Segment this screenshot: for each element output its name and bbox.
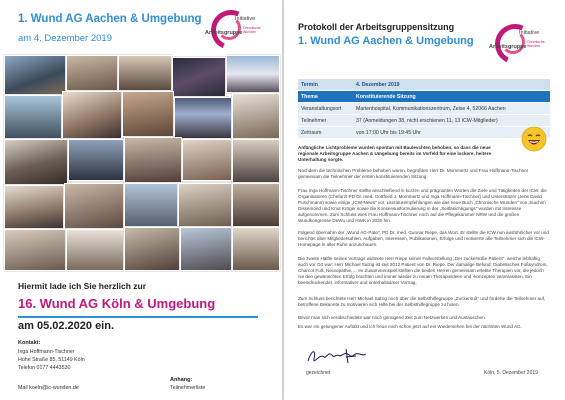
meeting-photo	[178, 183, 232, 227]
meeting-photo	[64, 183, 124, 229]
table-row: Thema Konstituierende Sitzung	[298, 91, 550, 103]
protocol-paragraph: Frau Inga Hoffmann-Tischner stellte anschließend in kurzen und prägnanten Worten die Ziele und Tätigkeiten der ICW, die Organisatoren (Chefarzt PD Dr. med. Gottfried J. Mommertz und Inga Hoffmann-Tischner) und Unterstützer (Jens David Puschmann) sowie einige „ICW-News" vor. Literaturempfehlungen wie das neue Buch „Chronische Wunden" von Joachim Dissemond und Knut Kröger sowie die Konsensusformulierung in der „Seitläsichtigungs" wurden mit Interesse aufgenommen. Zum Schluss wies Frau Hoffmann-Tischner noch auf die Pflegekammer NRW und die großen Wundkongresse DeWu und HWK in 2020 hin.	[298, 188, 547, 223]
icw-logo: Initiative Arbeitsgruppe Chronische Wunden	[489, 22, 553, 62]
contact-name: Inga Hoffmann-Tischner	[18, 349, 75, 355]
table-row: Zeitraum von 17:00 Uhr bis 19:45 Uhr	[298, 127, 550, 139]
meeting-photo	[4, 55, 66, 95]
protocol-subtitle: 1. Wund AG Aachen & Umgebung	[298, 35, 474, 47]
contact-email: Mail koeln@ic-wunden.de	[18, 385, 79, 391]
intro-note: Anfängliche Lichtprobleme wurden spontan mit Baulevchten behoben, so dass die neue regionale Arbeitsgruppe Aachen & Umgebung bereits im Vorfeld für eine lockere, heitere Unterhaltung sorgte.	[298, 145, 492, 162]
meeting-photo	[182, 139, 232, 181]
meeting-photo	[62, 91, 122, 139]
protocol-paragraph: Zum Schluss berichtete Herr Michael Salzig noch über die Selbsthilfegruppe „Zuckersüß" und forderte die Teilnehmer auf, betroffene Bekannte zu motivieren sich Hilfe bei der Selbsthilfegruppe zu holen.	[298, 296, 546, 307]
table-row: Veranstaltungsort Marienhospital, Kommunikationszentrum, Zeise 4, 52066 Aachen	[298, 103, 550, 115]
meeting-info-table	[298, 79, 550, 139]
protocol-paragraph: Nachdem die technischen Probleme behoben waren, begrüßten Herr Dr. Mommertz und Frau Hoffmann-Tischner gemeinsam die Teilnehmer der ersten konstituierenden Sitzung.	[298, 168, 529, 179]
next-meeting-title: 16. Wund AG Köln & Umgebung	[18, 296, 216, 311]
protocol-paragraph: Die zweite Hälfte seines Vortrags widmete Herr Riepe seiner Fallvorstellung „Der zuckersüße Patient", welche lebhaftig auch vor Ort war: Herr Michael Salzig ist seit 2012 Patient von Dr. Riepe. Der damalige Befund: Diabetisches Fußsyndrom, Charcot Fuß, Neuropathie,… Im Zusammenspiel stellten die beiden Herren gemeinsam erlebte Therapien vor, die jedoch nie den gewünschten Erfolg brachten und immer wieder zu neuen Therapieideen und -konzepten veranlassten. Ein beeindruckender, informativer und unterhaltsamer Vortrag.	[298, 256, 548, 285]
contact-address: Hohe Straße 85, 51149 Köln	[18, 357, 85, 363]
photo-collage	[4, 55, 278, 270]
meeting-photo	[122, 91, 174, 137]
protocol-paragraph: Folgend übernahm der „Wund AG-Pate", PD Dr. med. Gunnar Riepe, das Wort. Er stellte die ICW nun ausführlicher vor und berichtet über Mitgliedersahlen, Aufgaben, Interessen, Publikationen, Erfolge und motivierte alle Teilnehmer sich die ICW-Homepage in aller Ruhe anzuschauen.	[298, 230, 549, 247]
meeting-photo	[4, 229, 66, 271]
protocol-paragraph: Es war ein gelungener Auftakt und ich freue mich schon jetzt auf ein Wiedersehen bei der nächsten Wund AG.	[298, 324, 522, 329]
meeting-photo	[232, 139, 280, 183]
attachment-value: Teilnehmerliste	[170, 385, 206, 391]
meeting-photo	[124, 137, 182, 183]
contact-label: Kontakt:	[18, 340, 41, 346]
table-row: Termin 4. Dezember 2019	[298, 79, 550, 91]
laughing-emoji-icon	[521, 126, 547, 152]
protocol-page	[284, 0, 565, 400]
protocol-title: Protokoll der Arbeitsgruppensitzung	[298, 22, 455, 32]
meeting-photo	[172, 57, 226, 97]
signed-label: gezeichnet	[306, 370, 331, 376]
meeting-photo	[66, 229, 124, 271]
protocol-paragraph: Bevor man sich verabschiedete war noch genügend Zeit zum Netzwerken und Austauschen.	[298, 315, 486, 320]
meeting-photo	[232, 183, 280, 227]
meeting-photo	[226, 55, 280, 93]
meeting-photo	[118, 55, 172, 91]
meeting-photo	[232, 227, 280, 271]
meeting-photo	[174, 97, 232, 139]
meeting-photo	[124, 183, 178, 227]
contact-phone: Telefon 0177 4443530	[18, 365, 71, 371]
meeting-photo	[180, 227, 232, 271]
meeting-photo	[4, 139, 68, 185]
meeting-photo	[124, 227, 180, 271]
divider	[18, 316, 258, 318]
meeting-photo	[232, 93, 280, 139]
meeting-photo	[4, 95, 62, 139]
meeting-photo	[66, 55, 118, 91]
next-meeting-date: am 05.02.2020 ein.	[18, 320, 115, 332]
meeting-photo	[4, 185, 64, 229]
attachment-label: Anhang:	[170, 377, 193, 383]
meeting-photo	[68, 139, 124, 181]
invitation-page	[0, 0, 282, 400]
event-date: am 4. Dezember 2019	[18, 33, 112, 44]
invite-intro: Hiermit lade ich Sie herzlich zur	[18, 281, 147, 291]
icw-logo: Initiative Arbeitsgruppe Chronische Wunden	[205, 8, 269, 48]
signature-image	[306, 345, 376, 367]
page-title: 1. Wund AG Aachen & Umgebung	[18, 13, 202, 25]
table-row: Teilnehmer 37 (Anmeldungen 38, nicht erschienen 11, 13 ICW-Mitglieder)	[298, 115, 550, 127]
place-date: Köln, 5. Dezember 2019	[484, 370, 538, 376]
